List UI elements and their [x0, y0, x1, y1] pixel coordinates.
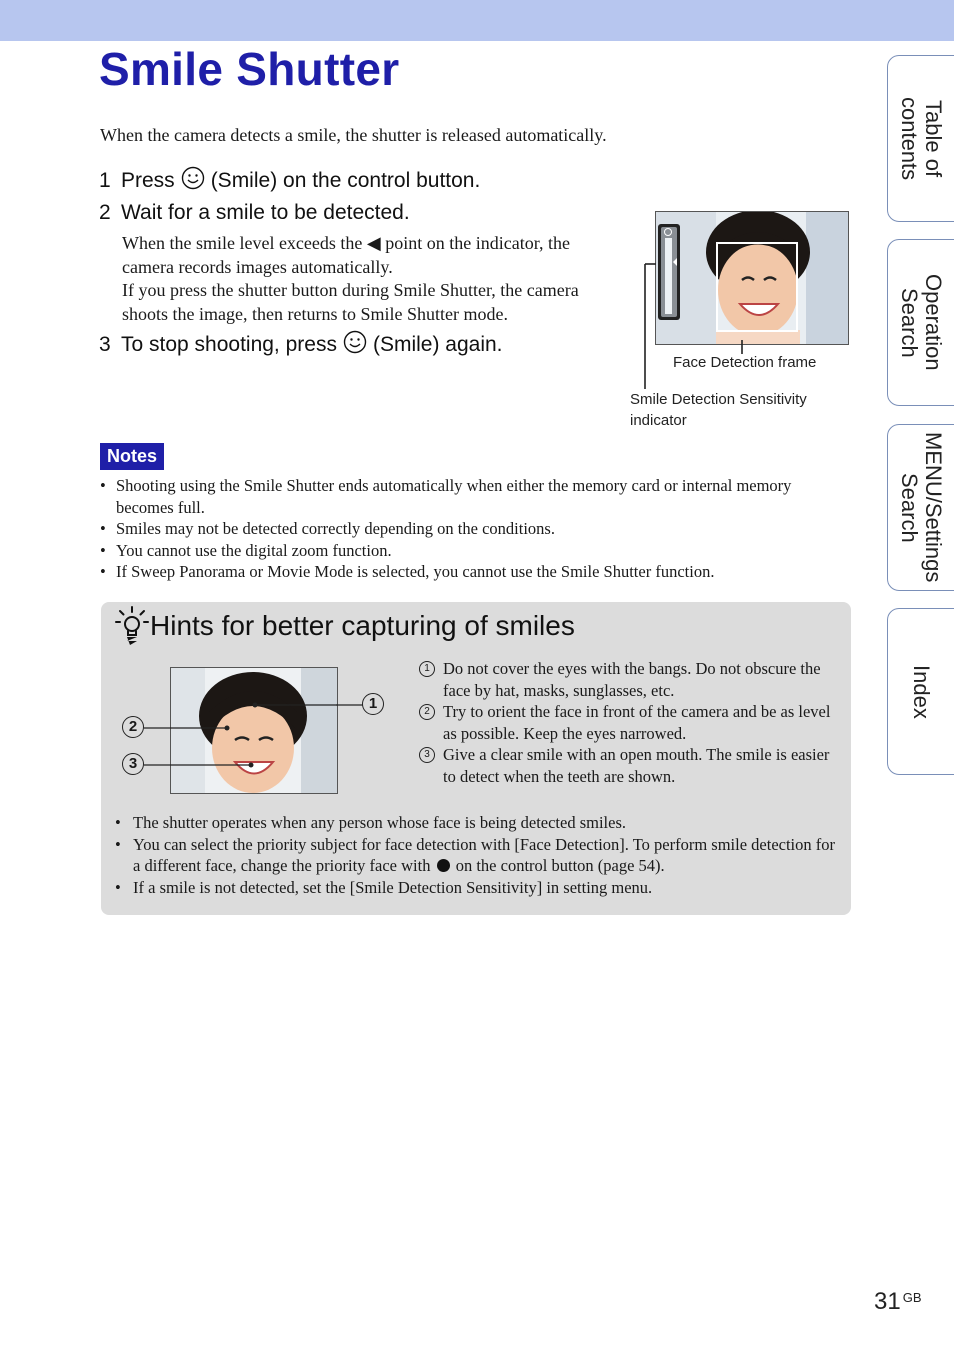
smiling-child-photo	[170, 667, 338, 794]
hints-title: Hints for better capturing of smiles	[150, 610, 575, 641]
hints-bullet-list	[115, 812, 835, 898]
hint-bullet-text-after: on the control button (page 54).	[455, 856, 665, 875]
hint-bullet	[115, 877, 835, 899]
marker-2-leader	[144, 726, 171, 730]
top-band	[0, 0, 954, 41]
step-2-description	[122, 232, 622, 326]
note-item: • If Sweep Panorama or Movie Mode is selected, you cannot use the Smile Shutter function.	[100, 561, 845, 583]
marker-3-leader	[144, 763, 171, 767]
step-text-after: (Smile) on the control button.	[210, 169, 481, 192]
hint-bullet-text: The shutter operates when any person whose face is being detected smiles.	[133, 813, 627, 832]
marker-1: 1	[362, 693, 384, 715]
step-number: 1	[99, 169, 111, 192]
step-2	[99, 201, 410, 225]
step-text-after: (Smile) again.	[372, 333, 503, 356]
step-3	[99, 330, 503, 360]
step-number: 3	[99, 333, 111, 356]
hints-tips	[419, 658, 839, 787]
tip-item	[419, 744, 839, 787]
page-number-suffix: GB	[902, 1290, 922, 1305]
tip-text: Give a clear smile with an open mouth. The smile is easier to detect when the teeth are shown.	[443, 745, 830, 786]
marker-3: 3	[122, 753, 144, 775]
tab-label-wrap	[888, 56, 954, 221]
tab-operation-search[interactable]	[887, 239, 954, 406]
tab-menu-settings-search[interactable]	[887, 424, 954, 591]
hint-bullet	[115, 812, 835, 834]
marker-2: 2	[122, 716, 144, 738]
tab-label-wrap	[888, 240, 954, 405]
smile-icon	[343, 330, 367, 360]
step-1	[99, 166, 480, 196]
step-2-paragraph: If you press the shutter button during Smile Shutter, the camera shoots the image, then returns to Smile Shutter mode.	[122, 280, 579, 324]
tab-label-wrap	[888, 609, 954, 774]
tip-marker: 1	[419, 661, 435, 677]
tip-text: Try to orient the face in front of the camera and be as level as possible. Keep the eyes narrowed.	[443, 702, 831, 743]
tab-label: Operation Search	[897, 274, 946, 371]
hint-bullet-text: You can select the priority subject for face detection with [Face Detection]. To perform smile detection for a different face, change the priority face with	[133, 834, 835, 875]
notes-list	[100, 475, 845, 583]
step-number: 2	[99, 201, 111, 224]
smile-sensitivity-indicator-label: Smile Detection Sensitivity indicator	[630, 391, 807, 429]
step-text-before: To stop shooting, press	[121, 333, 337, 356]
step-text-before: Press	[121, 169, 175, 192]
tip-text: Do not cover the eyes with the bangs. Do not obscure the face by hat, masks, sunglasses, etc.	[443, 659, 821, 700]
note-item: • You cannot use the digital zoom function.	[100, 540, 845, 562]
tab-index[interactable]	[887, 608, 954, 775]
intro-text: When the camera detects a smile, the shutter is released automatically.	[100, 125, 607, 145]
note-item: • Shooting using the Smile Shutter ends automatically when either the memory card or internal memory becomes full.	[100, 475, 845, 518]
hint-bullet	[115, 834, 835, 877]
notes-badge: Notes	[100, 443, 164, 470]
page-title: Smile Shutter	[99, 43, 400, 95]
tab-label: Table of contents	[897, 96, 946, 181]
face-detection-frame-label: Face Detection frame	[673, 354, 817, 371]
tab-label-wrap	[888, 425, 954, 590]
tip-item	[419, 701, 839, 744]
black-circle-icon	[437, 859, 450, 872]
tab-label: Index	[909, 664, 934, 719]
tab-label: MENU/Settings Search	[897, 432, 946, 583]
tip-marker: 2	[419, 704, 435, 720]
tab-table-of-contents[interactable]	[887, 55, 954, 222]
page-number-value: 31	[874, 1288, 901, 1315]
hint-bullet-text: If a smile is not detected, set the [Smile Detection Sensitivity] in setting menu.	[133, 877, 653, 897]
tip-item	[419, 658, 839, 701]
lightbulb-icon	[115, 606, 149, 651]
hints-box	[101, 602, 851, 915]
step-text: Wait for a smile to be detected.	[121, 201, 410, 224]
note-item: • Smiles may not be detected correctly depending on the conditions.	[100, 518, 845, 540]
smile-icon	[181, 166, 205, 196]
tip-marker: 3	[419, 747, 435, 763]
step-2-paragraph: When the smile level exceeds the ◀ point on the indicator, the camera records images automatically.	[122, 233, 570, 277]
page-number	[874, 1288, 922, 1316]
